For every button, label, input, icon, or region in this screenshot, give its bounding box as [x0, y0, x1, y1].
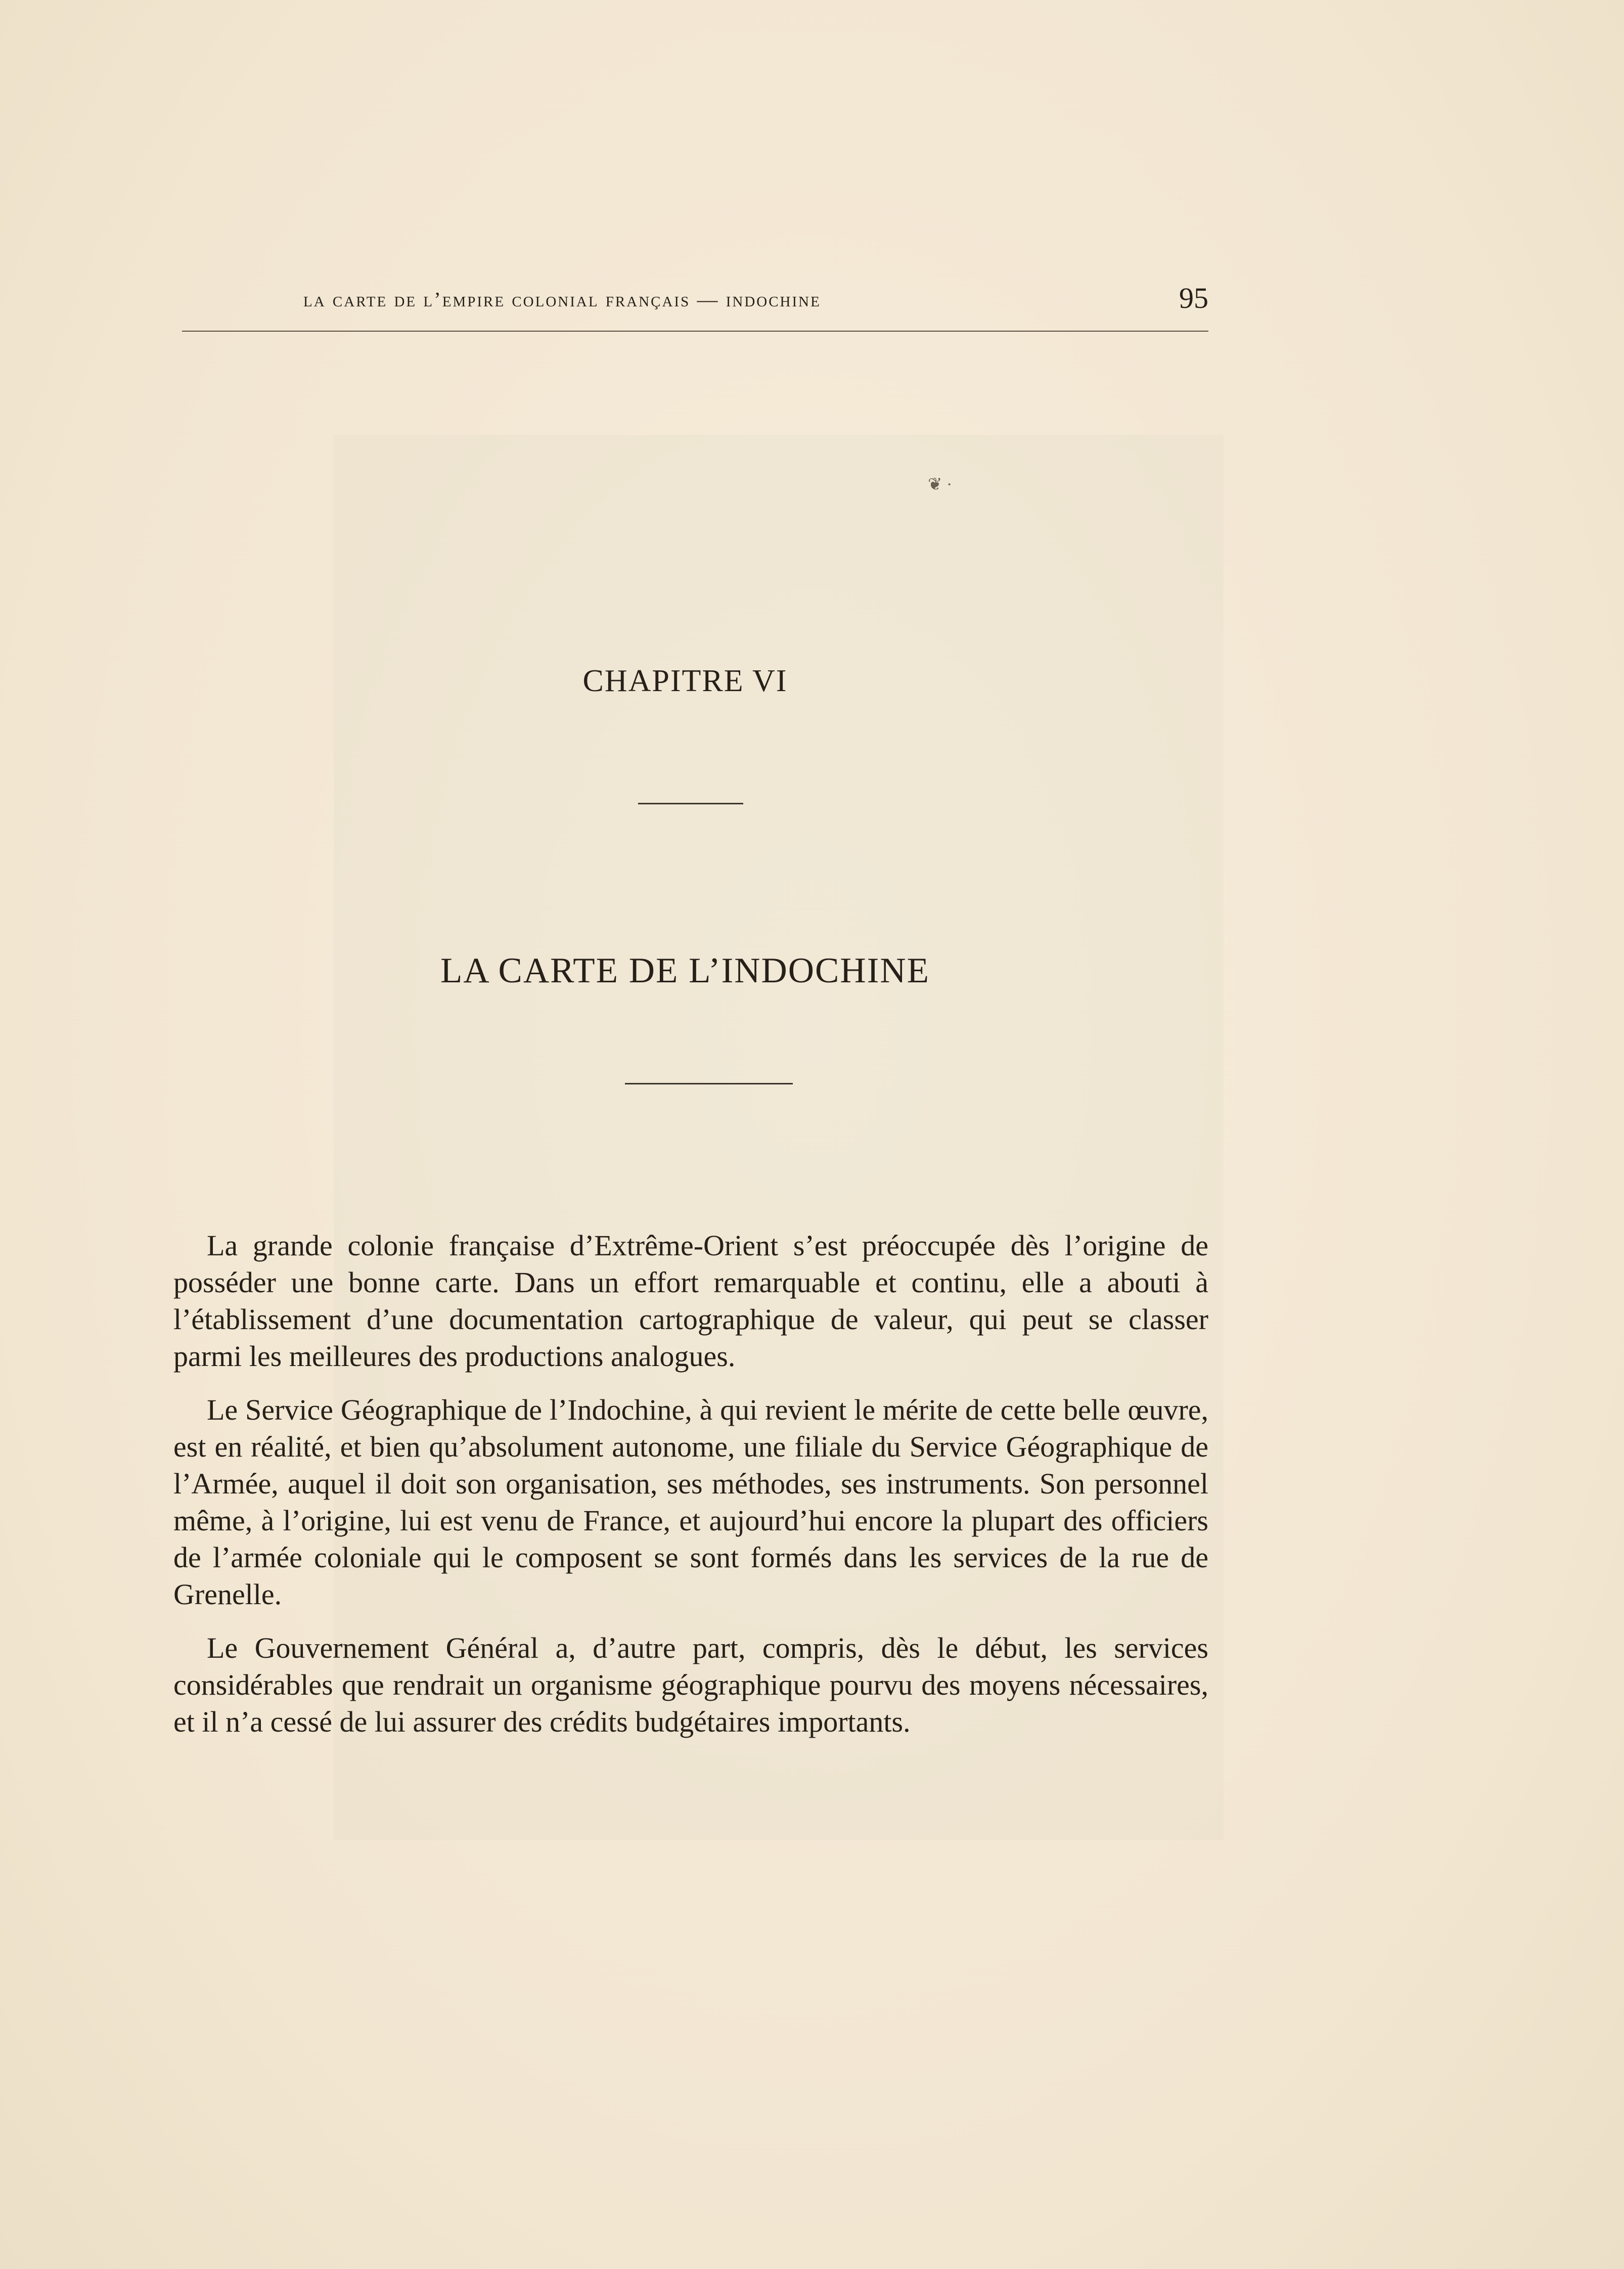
body-text — [173, 1227, 1208, 1757]
paragraph: La grande colonie française d’Extrême-Orient s’est préoccupée dès l’origine de posséder une bonne carte. Dans un effort remarquable et continu, elle a abouti à l’établissement d’une documentation cartographique de valeur, qui peut se classer parmi les meilleures des productions analogues. — [173, 1229, 1208, 1373]
paragraph: Le Gouvernement Général a, d’autre part, compris, dès le début, les services considérables que rendrait un organisme géographique pourvu des moyens nécessaires, et il n’a cessé de lui assurer des crédits budgétaires importants. — [173, 1631, 1208, 1738]
paragraph: Le Service Géographique de l’Indochine, à qui revient le mérite de cette belle œuvre, est en réalité, et bien qu’absolument autonome, une filiale du Service Géographique de l’Armée, auquel il doit son organisation, ses méthodes, ses instruments. Son personnel même, à l’origine, lui est venu de France, et aujourd’hui encore la plupart des officiers de l’armée coloniale qui le composent se sont formés dans les services de la rue de Grenelle. — [173, 1393, 1208, 1611]
chapter-rule-top — [638, 803, 743, 804]
ornament-mark: ❦ · — [928, 475, 953, 494]
running-title: la carte de l’empire colonial français — indochine — [303, 288, 821, 311]
chapter-number: CHAPITRE VI — [582, 664, 788, 698]
page-number: 95 — [1179, 282, 1208, 314]
chapter-rule-bottom — [625, 1083, 793, 1084]
chapter-title: LA CARTE DE L’INDOCHINE — [440, 951, 930, 990]
running-header — [182, 283, 1208, 319]
header-rule — [182, 331, 1208, 332]
